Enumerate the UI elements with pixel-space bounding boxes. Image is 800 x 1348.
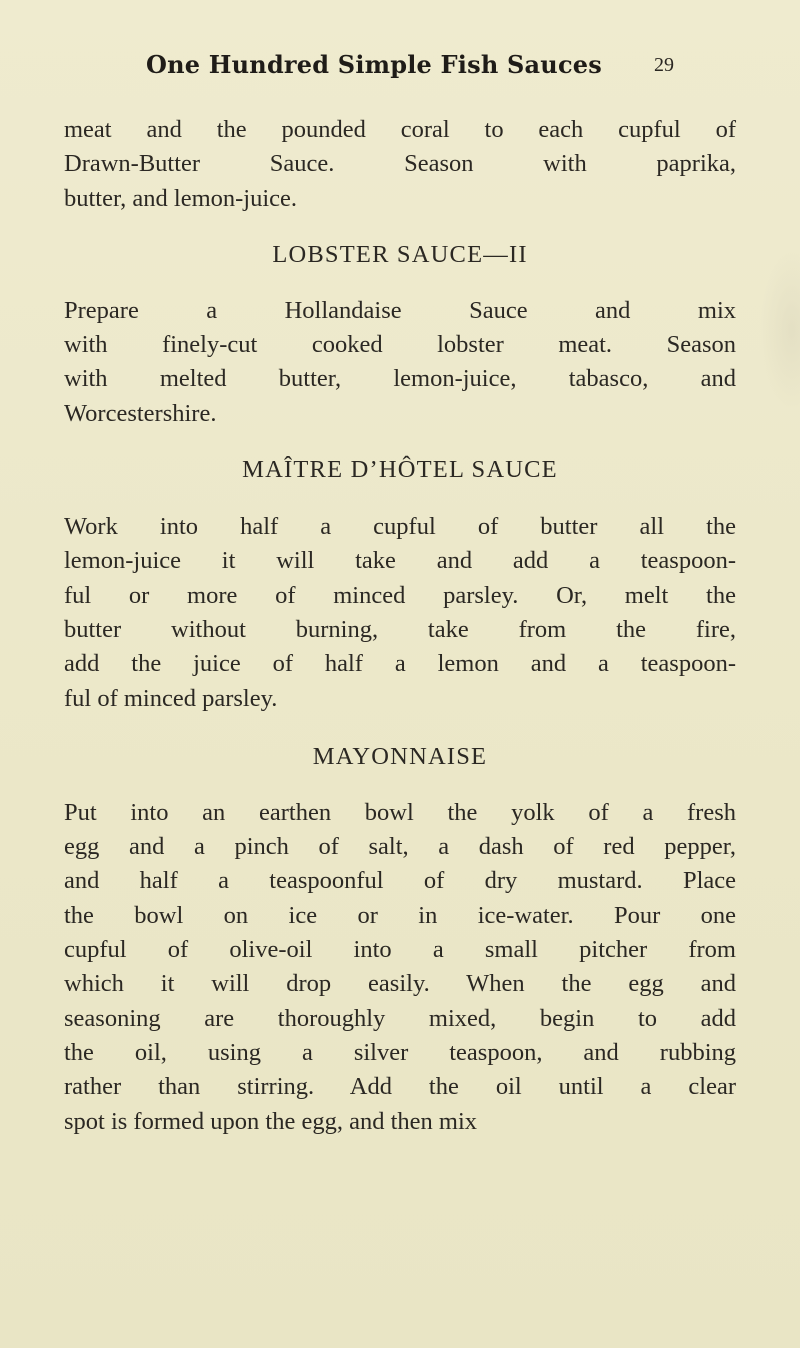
text-line: rather than stirring. Add the oil until a clear bbox=[64, 1073, 736, 1101]
text-line: with melted butter, lemon-juice, tabasco, and bbox=[64, 365, 736, 393]
text-line: spot is formed upon the egg, and then mix bbox=[64, 1107, 478, 1135]
text-line: cupful of olive-oil into a small pitcher from bbox=[64, 936, 736, 964]
lobster-sauce-paragraph bbox=[64, 294, 736, 431]
text-line: the bowl on ice or in ice-water. Pour one bbox=[64, 901, 736, 929]
text-line: ful or more of minced parsley. Or, melt the bbox=[64, 581, 736, 609]
maitre-dhotel-paragraph bbox=[64, 510, 736, 716]
running-title: One Hundred Simple Fish Sauces bbox=[146, 50, 602, 79]
text-line: the oil, using a silver teaspoon, and rubbing bbox=[64, 1038, 736, 1066]
text-line: and half a teaspoonful of dry mustard. Place bbox=[64, 867, 736, 895]
section-heading-mayonnaise: MAYONNAISE bbox=[312, 742, 488, 770]
text-line: Put into an earthen bowl the yolk of a fresh bbox=[64, 798, 736, 826]
text-line: Worcestershire. bbox=[64, 399, 217, 427]
section-heading-maitre-dhotel: MAÎTRE D’HÔTEL SAUCE bbox=[242, 456, 558, 484]
page-number: 29 bbox=[654, 54, 674, 76]
mayonnaise-paragraph bbox=[64, 796, 736, 1139]
text-line: meat and the pounded coral to each cupful of bbox=[64, 116, 736, 143]
text-line: Prepare a Hollandaise Sauce and mix bbox=[64, 296, 736, 324]
text-line: add the juice of half a lemon and a teaspoon- bbox=[64, 650, 736, 678]
text-line: with finely-cut cooked lobster meat. Season bbox=[64, 331, 736, 359]
text-line: egg and a pinch of salt, a dash of red pepper, bbox=[64, 833, 736, 861]
intro-paragraph bbox=[64, 113, 736, 216]
text-line: seasoning are thoroughly mixed, begin to add bbox=[64, 1004, 736, 1032]
page-content bbox=[64, 113, 736, 1139]
text-line: ful of minced parsley. bbox=[64, 684, 278, 712]
running-head bbox=[0, 50, 800, 90]
text-line: butter, and lemon-juice. bbox=[64, 184, 298, 212]
text-line: butter without burning, take from the fire, bbox=[64, 615, 736, 643]
text-line: Drawn-Butter Sauce. Season with paprika, bbox=[64, 150, 736, 178]
section-heading-lobster-sauce: LOBSTER SAUCE—II bbox=[272, 240, 528, 268]
text-line: which it will drop easily. When the egg and bbox=[64, 970, 736, 998]
text-line: Work into half a cupful of butter all the bbox=[64, 513, 736, 541]
paper-stain bbox=[760, 250, 800, 410]
text-line: lemon-juice it will take and add a teaspoon- bbox=[64, 547, 736, 575]
